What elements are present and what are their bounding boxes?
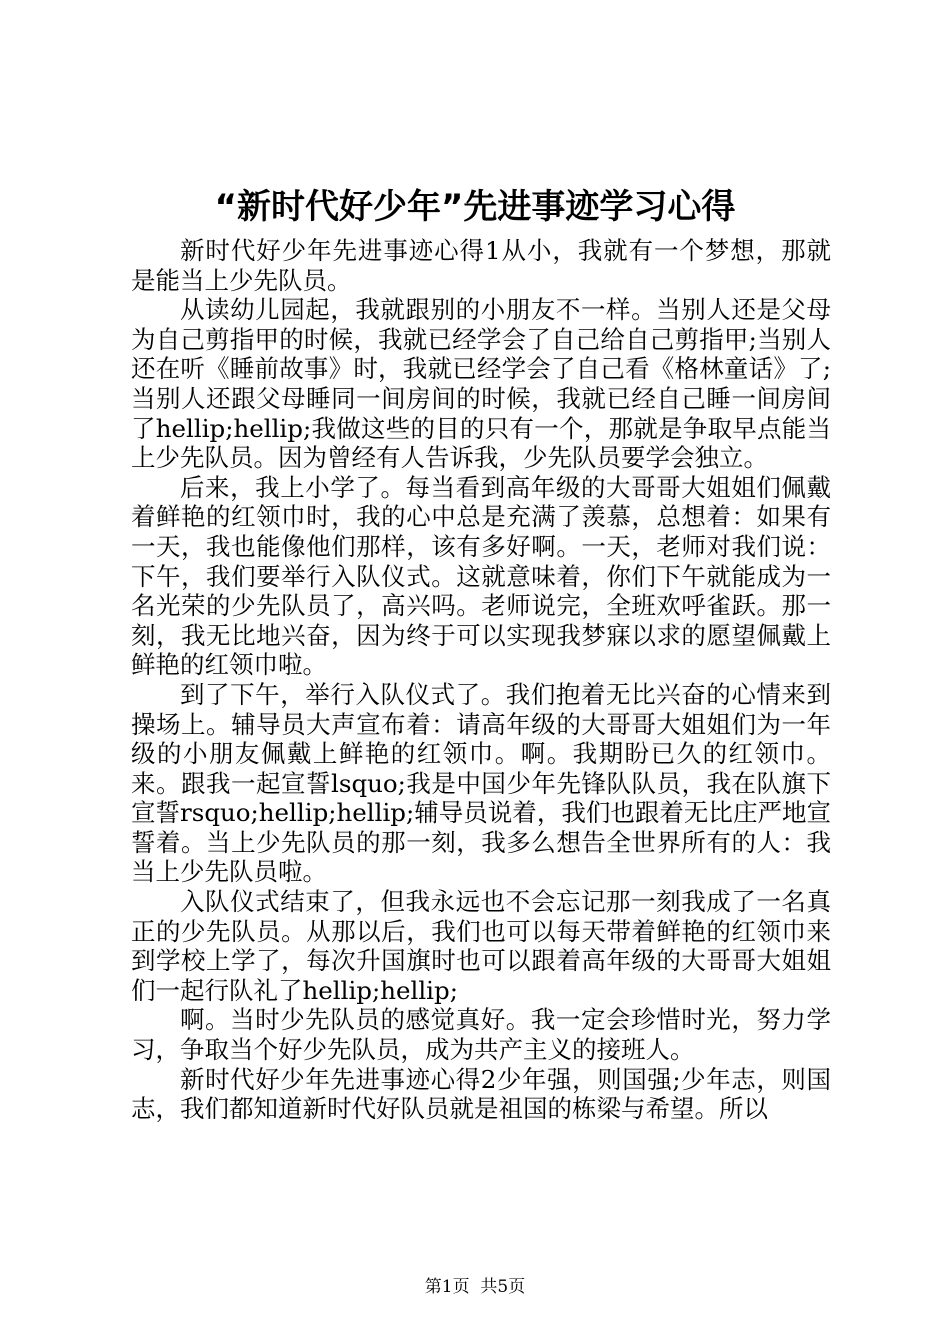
document-title: “新时代好少年”先进事迹学习心得 (214, 187, 736, 227)
paragraph-1: 新时代好少年先进事迹心得1从小，我就有一个梦想，那就是能当上少先队员。 (131, 236, 831, 295)
paragraph-5: 入队仪式结束了，但我永远也不会忘记那一刻我成了一名真正的少先队员。从那以后，我们也可以每天带着鲜艳的红领巾来到学校上学了，每次升国旗时也可以跟着高年级的大哥哥大姐姐们一起行队礼了hellip;hellip; (131, 887, 831, 1005)
paragraph-6: 啊。当时少先队员的感觉真好。我一定会珍惜时光，努力学习，争取当个好少先队员，成为共产主义的接班人。 (131, 1005, 831, 1065)
page-number: 第1页 共5页 (424, 1277, 526, 1297)
paragraph-2: 从读幼儿园起，我就跟别的小朋友不一样。当别人还是父母为自己剪指甲的时候，我就已经学会了自己给自己剪指甲;当别人还在听《睡前故事》时，我就已经学会了自己看《格林童话》了;当别人还跟父母睡同一间房间的时候，我就已经自己睡一间房间了hellip;hellip;我做这些的目的只有一个，那就是争取早点能当上少先队员。因为曾经有人告诉我，少先队员要学会独立。 (131, 295, 831, 473)
paragraph-7: 新时代好少年先进事迹心得2少年强，则国强;少年志，则国志，我们都知道新时代好队员就是祖国的栋梁与希望。所以 (131, 1064, 831, 1124)
paragraph-3: 后来，我上小学了。每当看到高年级的大哥哥大姐姐们佩戴着鲜艳的红领巾时，我的心中总是充满了羡慕，总想着：如果有一天，我也能像他们那样，该有多好啊。一天，老师对我们说：下午，我们要举行入队仪式。这就意味着，你们下午就能成为一名光荣的少先队员了，高兴吗。老师说完，全班欢呼雀跃。那一刻，我无比地兴奋，因为终于可以实现我梦寐以求的愿望佩戴上鲜艳的红领巾啦。 (131, 472, 831, 680)
document-body (131, 236, 831, 1124)
paragraph-4: 到了下午，举行入队仪式了。我们抱着无比兴奋的心情来到操场上。辅导员大声宣布着：请高年级的大哥哥大姐姐们为一年级的小朋友佩戴上鲜艳的红领巾。啊。我期盼已久的红领巾。来。跟我一起宣誓lsquo;我是中国少年先锋队队员，我在队旗下宣誓rsquo;hellip;hellip;辅导员说着，我们也跟着无比庄严地宣誓着。当上少先队员的那一刻，我多么想告全世界所有的人：我当上少先队员啦。 (131, 679, 831, 887)
page-footer (0, 1276, 950, 1298)
